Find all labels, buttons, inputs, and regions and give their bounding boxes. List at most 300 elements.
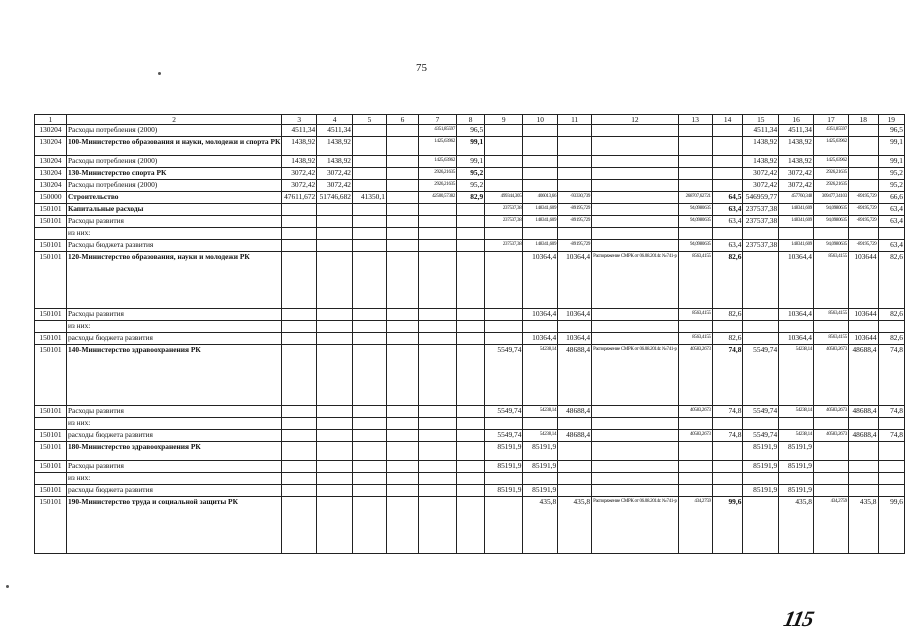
value-cell — [712, 137, 743, 156]
value-cell — [678, 156, 712, 168]
value-cell — [743, 418, 779, 430]
code-cell: 150101 — [35, 345, 67, 406]
code-cell: 150101 — [35, 252, 67, 309]
value-cell — [386, 309, 418, 321]
value-cell — [523, 321, 558, 333]
value-cell — [457, 309, 485, 321]
value-cell: 42500,57382 — [418, 192, 456, 204]
value-cell: 268707,62721 — [678, 192, 712, 204]
value-cell — [743, 333, 779, 345]
value-cell: 94,0980635 — [813, 204, 848, 216]
value-cell — [485, 473, 523, 485]
value-cell — [386, 125, 418, 137]
value-cell: -89195,729 — [848, 240, 878, 252]
name-cell: 130-Министерство спорта РК — [66, 168, 281, 180]
value-cell: 10364,4 — [779, 252, 814, 309]
value-cell — [282, 406, 317, 418]
value-cell — [558, 125, 592, 137]
value-cell — [317, 309, 353, 321]
value-cell: 435,8 — [848, 497, 878, 554]
value-cell: 95,2 — [878, 180, 904, 192]
value-cell — [592, 333, 679, 345]
value-cell — [485, 156, 523, 168]
value-cell — [282, 333, 317, 345]
value-cell: 40583,2673 — [813, 430, 848, 442]
value-cell: -93330,739 — [558, 192, 592, 204]
table-row — [35, 473, 905, 485]
value-cell: 54238,14 — [779, 406, 814, 418]
value-cell — [353, 252, 387, 309]
value-cell: 1425,63962 — [813, 137, 848, 156]
value-cell: 10364,4 — [523, 252, 558, 309]
value-cell: 40583,2673 — [813, 406, 848, 418]
value-cell: 5549,74 — [743, 345, 779, 406]
name-cell: из них: — [66, 473, 281, 485]
column-number: 14 — [712, 115, 743, 125]
value-cell — [592, 180, 679, 192]
value-cell — [457, 345, 485, 406]
name-cell: 120-Министерство образования, науки и молодежи РК — [66, 252, 281, 309]
value-cell — [712, 442, 743, 461]
value-cell — [485, 333, 523, 345]
value-cell: 5549,74 — [743, 430, 779, 442]
value-cell — [558, 137, 592, 156]
value-cell — [592, 137, 679, 156]
value-cell — [523, 228, 558, 240]
value-cell: 51746,682 — [317, 192, 353, 204]
value-cell: 54238,14 — [523, 345, 558, 406]
value-cell — [485, 497, 523, 554]
value-cell: 54238,14 — [523, 430, 558, 442]
value-cell — [558, 418, 592, 430]
value-cell: 63,4 — [878, 204, 904, 216]
value-cell — [353, 240, 387, 252]
value-cell — [848, 168, 878, 180]
value-cell — [523, 125, 558, 137]
value-cell — [592, 473, 679, 485]
column-number: 19 — [878, 115, 904, 125]
value-cell: 4511,34 — [282, 125, 317, 137]
value-cell — [712, 321, 743, 333]
table-row — [35, 430, 905, 442]
value-cell — [317, 461, 353, 473]
value-cell: 63,4 — [712, 204, 743, 216]
value-cell: 8563,4155 — [678, 252, 712, 309]
value-cell — [386, 252, 418, 309]
value-cell — [558, 228, 592, 240]
value-cell — [386, 461, 418, 473]
value-cell — [418, 461, 456, 473]
value-cell: 309477,34103 — [813, 192, 848, 204]
value-cell — [353, 204, 387, 216]
code-cell: 150101 — [35, 497, 67, 554]
value-cell — [353, 406, 387, 418]
value-cell: 74,8 — [878, 430, 904, 442]
name-cell: из них: — [66, 228, 281, 240]
value-cell: 10364,4 — [779, 309, 814, 321]
value-cell — [386, 406, 418, 418]
value-cell: 237537,38 — [743, 204, 779, 216]
value-cell — [457, 473, 485, 485]
value-cell — [386, 485, 418, 497]
table-row — [35, 485, 905, 497]
name-cell: расходы бюджета развития — [66, 333, 281, 345]
value-cell: 95,2 — [457, 168, 485, 180]
value-cell — [317, 321, 353, 333]
value-cell: 82,9 — [457, 192, 485, 204]
value-cell — [878, 485, 904, 497]
column-number: 15 — [743, 115, 779, 125]
value-cell — [678, 168, 712, 180]
value-cell — [678, 321, 712, 333]
code-cell: 130204 — [35, 137, 67, 156]
value-cell: 40583,2673 — [678, 406, 712, 418]
value-cell: 85191,9 — [743, 485, 779, 497]
value-cell: 435,8 — [523, 497, 558, 554]
code-cell: 150101 — [35, 406, 67, 418]
value-cell: 48688,4 — [558, 345, 592, 406]
scan-speck — [158, 72, 161, 75]
value-cell: 48688,4 — [848, 406, 878, 418]
value-cell: 406013,66 — [523, 192, 558, 204]
value-cell — [386, 168, 418, 180]
value-cell: -89195,729 — [558, 204, 592, 216]
value-cell — [457, 333, 485, 345]
value-cell — [353, 473, 387, 485]
name-cell: Расходы развития — [66, 216, 281, 228]
value-cell: 96,5 — [457, 125, 485, 137]
value-cell — [592, 406, 679, 418]
value-cell — [386, 137, 418, 156]
value-cell: 54238,14 — [523, 406, 558, 418]
value-cell — [353, 461, 387, 473]
value-cell: 85191,9 — [779, 461, 814, 473]
table-row — [35, 168, 905, 180]
value-cell — [457, 461, 485, 473]
column-number-row — [35, 115, 905, 125]
name-cell: 140-Министерство здравоохранения РК — [66, 345, 281, 406]
value-cell: Распоряжение СМРК от 06.08.2014г. №741-р — [592, 252, 679, 309]
value-cell — [592, 418, 679, 430]
value-cell: 4351,85597 — [813, 125, 848, 137]
value-cell: 41350,1 — [353, 192, 387, 204]
column-number: 11 — [558, 115, 592, 125]
column-number: 17 — [813, 115, 848, 125]
code-cell: 150000 — [35, 192, 67, 204]
value-cell — [813, 228, 848, 240]
name-cell: Капитальные расходы — [66, 204, 281, 216]
name-cell: Расходы потребления (2000) — [66, 156, 281, 168]
value-cell: 8563,4155 — [678, 309, 712, 321]
value-cell — [779, 418, 814, 430]
value-cell — [353, 309, 387, 321]
value-cell: 85191,9 — [485, 461, 523, 473]
value-cell: 434,2759 — [678, 497, 712, 554]
value-cell — [678, 180, 712, 192]
value-cell — [523, 180, 558, 192]
table-row — [35, 192, 905, 204]
value-cell — [678, 228, 712, 240]
value-cell — [848, 442, 878, 461]
value-cell: 74,8 — [878, 406, 904, 418]
value-cell — [457, 240, 485, 252]
value-cell: 546959,77 — [743, 192, 779, 204]
code-cell: 130204 — [35, 156, 67, 168]
value-cell: 94,0980635 — [678, 240, 712, 252]
value-cell: 1438,92 — [743, 137, 779, 156]
value-cell — [712, 125, 743, 137]
value-cell — [712, 473, 743, 485]
value-cell: 99,6 — [712, 497, 743, 554]
value-cell: 5549,74 — [743, 406, 779, 418]
value-cell — [712, 156, 743, 168]
value-cell — [386, 204, 418, 216]
name-cell: 100-Министерство образования и науки, молодежи и спорта РК — [66, 137, 281, 156]
column-number: 10 — [523, 115, 558, 125]
value-cell — [523, 137, 558, 156]
value-cell: 74,8 — [712, 430, 743, 442]
value-cell — [317, 418, 353, 430]
value-cell — [386, 240, 418, 252]
value-cell: 148341,609 — [779, 204, 814, 216]
value-cell — [712, 485, 743, 497]
value-cell — [386, 216, 418, 228]
value-cell: 1425,63962 — [418, 156, 456, 168]
value-cell: 82,6 — [878, 252, 904, 309]
value-cell — [813, 485, 848, 497]
value-cell: 82,6 — [712, 309, 743, 321]
column-number: 18 — [848, 115, 878, 125]
value-cell — [418, 442, 456, 461]
value-cell — [457, 418, 485, 430]
value-cell: 103644 — [848, 333, 878, 345]
column-number: 1 — [35, 115, 67, 125]
value-cell: 40583,2673 — [678, 430, 712, 442]
value-cell — [878, 228, 904, 240]
value-cell: 47611,672 — [282, 192, 317, 204]
value-cell — [418, 406, 456, 418]
value-cell — [418, 418, 456, 430]
table-row — [35, 418, 905, 430]
name-cell: расходы бюджета развития — [66, 485, 281, 497]
name-cell: Расходы потребления (2000) — [66, 180, 281, 192]
value-cell: 95,2 — [457, 180, 485, 192]
value-cell: 148341,609 — [779, 240, 814, 252]
value-cell: -89195,729 — [558, 216, 592, 228]
value-cell — [558, 473, 592, 485]
value-cell: 2926,21635 — [418, 180, 456, 192]
value-cell — [317, 497, 353, 554]
table-row — [35, 180, 905, 192]
value-cell: 85191,9 — [523, 442, 558, 461]
table-row — [35, 228, 905, 240]
value-cell — [353, 442, 387, 461]
value-cell — [317, 430, 353, 442]
table-row — [35, 252, 905, 309]
value-cell: 94,0980635 — [678, 204, 712, 216]
value-cell: 4511,34 — [779, 125, 814, 137]
value-cell: 10364,4 — [523, 333, 558, 345]
value-cell — [779, 473, 814, 485]
value-cell — [592, 204, 679, 216]
value-cell — [418, 345, 456, 406]
value-cell — [282, 321, 317, 333]
value-cell — [282, 240, 317, 252]
value-cell — [418, 497, 456, 554]
value-cell — [678, 461, 712, 473]
value-cell — [848, 228, 878, 240]
value-cell — [678, 418, 712, 430]
value-cell: Распоряжение СМРК от 06.08.2014г. №741-р — [592, 345, 679, 406]
value-cell — [743, 228, 779, 240]
value-cell — [317, 228, 353, 240]
value-cell — [317, 345, 353, 406]
value-cell — [878, 321, 904, 333]
value-cell: -89195,729 — [848, 204, 878, 216]
value-cell — [592, 461, 679, 473]
value-cell — [386, 418, 418, 430]
value-cell — [386, 430, 418, 442]
value-cell: 3072,42 — [743, 180, 779, 192]
value-cell — [457, 442, 485, 461]
value-cell — [282, 345, 317, 406]
value-cell: 434,2759 — [813, 497, 848, 554]
value-cell — [592, 168, 679, 180]
table-row — [35, 240, 905, 252]
value-cell — [353, 156, 387, 168]
value-cell: 148341,609 — [779, 216, 814, 228]
value-cell: 457760,348 — [779, 192, 814, 204]
value-cell: 4511,34 — [317, 125, 353, 137]
table-row — [35, 497, 905, 554]
value-cell: 4511,34 — [743, 125, 779, 137]
value-cell: 10364,4 — [558, 309, 592, 321]
value-cell — [282, 228, 317, 240]
value-cell — [592, 430, 679, 442]
value-cell — [678, 473, 712, 485]
value-cell: 85191,9 — [743, 442, 779, 461]
value-cell — [386, 345, 418, 406]
name-cell: расходы бюджета развития — [66, 430, 281, 442]
value-cell: 1438,92 — [282, 156, 317, 168]
value-cell: 96,5 — [878, 125, 904, 137]
value-cell: 2926,21635 — [813, 180, 848, 192]
value-cell — [418, 228, 456, 240]
value-cell — [282, 442, 317, 461]
value-cell: 3072,42 — [779, 168, 814, 180]
value-cell: 94,0980635 — [813, 216, 848, 228]
name-cell: из них: — [66, 418, 281, 430]
value-cell — [386, 180, 418, 192]
code-cell — [35, 473, 67, 485]
value-cell: 48688,4 — [558, 430, 592, 442]
value-cell: 1438,92 — [743, 156, 779, 168]
value-cell — [678, 125, 712, 137]
name-cell: Расходы развития — [66, 309, 281, 321]
value-cell — [353, 228, 387, 240]
value-cell: 85191,9 — [485, 442, 523, 461]
value-cell — [457, 321, 485, 333]
value-cell — [317, 485, 353, 497]
value-cell — [386, 442, 418, 461]
value-cell — [592, 309, 679, 321]
value-cell — [592, 442, 679, 461]
value-cell — [592, 485, 679, 497]
value-cell — [523, 473, 558, 485]
value-cell — [418, 321, 456, 333]
value-cell: 8563,4155 — [813, 252, 848, 309]
value-cell: 5549,74 — [485, 430, 523, 442]
name-cell: из них: — [66, 321, 281, 333]
value-cell — [386, 497, 418, 554]
table-row — [35, 345, 905, 406]
code-cell: 150101 — [35, 204, 67, 216]
value-cell: 94,0980635 — [678, 216, 712, 228]
value-cell — [678, 442, 712, 461]
value-cell: 63,4 — [712, 216, 743, 228]
value-cell: 2926,21635 — [418, 168, 456, 180]
table-row — [35, 406, 905, 418]
value-cell — [457, 228, 485, 240]
value-cell: 99,1 — [457, 137, 485, 156]
value-cell — [418, 473, 456, 485]
table-row — [35, 442, 905, 461]
code-cell: 150101 — [35, 333, 67, 345]
value-cell: 63,4 — [878, 240, 904, 252]
code-cell — [35, 321, 67, 333]
value-cell: 85191,9 — [523, 461, 558, 473]
value-cell: -89195,729 — [848, 192, 878, 204]
value-cell — [353, 125, 387, 137]
value-cell: 1438,92 — [779, 156, 814, 168]
code-cell: 150101 — [35, 461, 67, 473]
value-cell: 3072,42 — [317, 180, 353, 192]
value-cell — [282, 309, 317, 321]
value-cell — [592, 228, 679, 240]
value-cell — [848, 125, 878, 137]
column-number: 6 — [386, 115, 418, 125]
value-cell — [485, 228, 523, 240]
value-cell: 10364,4 — [523, 309, 558, 321]
value-cell — [353, 321, 387, 333]
value-cell: 1438,92 — [779, 137, 814, 156]
value-cell: 148341,609 — [523, 216, 558, 228]
value-cell: 237537,38 — [485, 216, 523, 228]
value-cell — [282, 430, 317, 442]
code-cell: 130204 — [35, 125, 67, 137]
value-cell — [848, 485, 878, 497]
value-cell — [558, 461, 592, 473]
code-cell: 130204 — [35, 180, 67, 192]
page-number: 75 — [416, 62, 427, 74]
value-cell: 85191,9 — [779, 442, 814, 461]
value-cell — [523, 156, 558, 168]
code-cell: 150101 — [35, 240, 67, 252]
value-cell — [485, 137, 523, 156]
value-cell — [848, 156, 878, 168]
value-cell: 237537,38 — [743, 216, 779, 228]
value-cell — [848, 321, 878, 333]
value-cell: 99,6 — [878, 497, 904, 554]
table-row — [35, 216, 905, 228]
value-cell — [317, 442, 353, 461]
value-cell — [712, 461, 743, 473]
value-cell: 54238,14 — [779, 430, 814, 442]
handwritten-page-mark: 115 — [781, 606, 816, 631]
value-cell — [779, 228, 814, 240]
value-cell — [353, 216, 387, 228]
value-cell: 2926,21635 — [813, 168, 848, 180]
